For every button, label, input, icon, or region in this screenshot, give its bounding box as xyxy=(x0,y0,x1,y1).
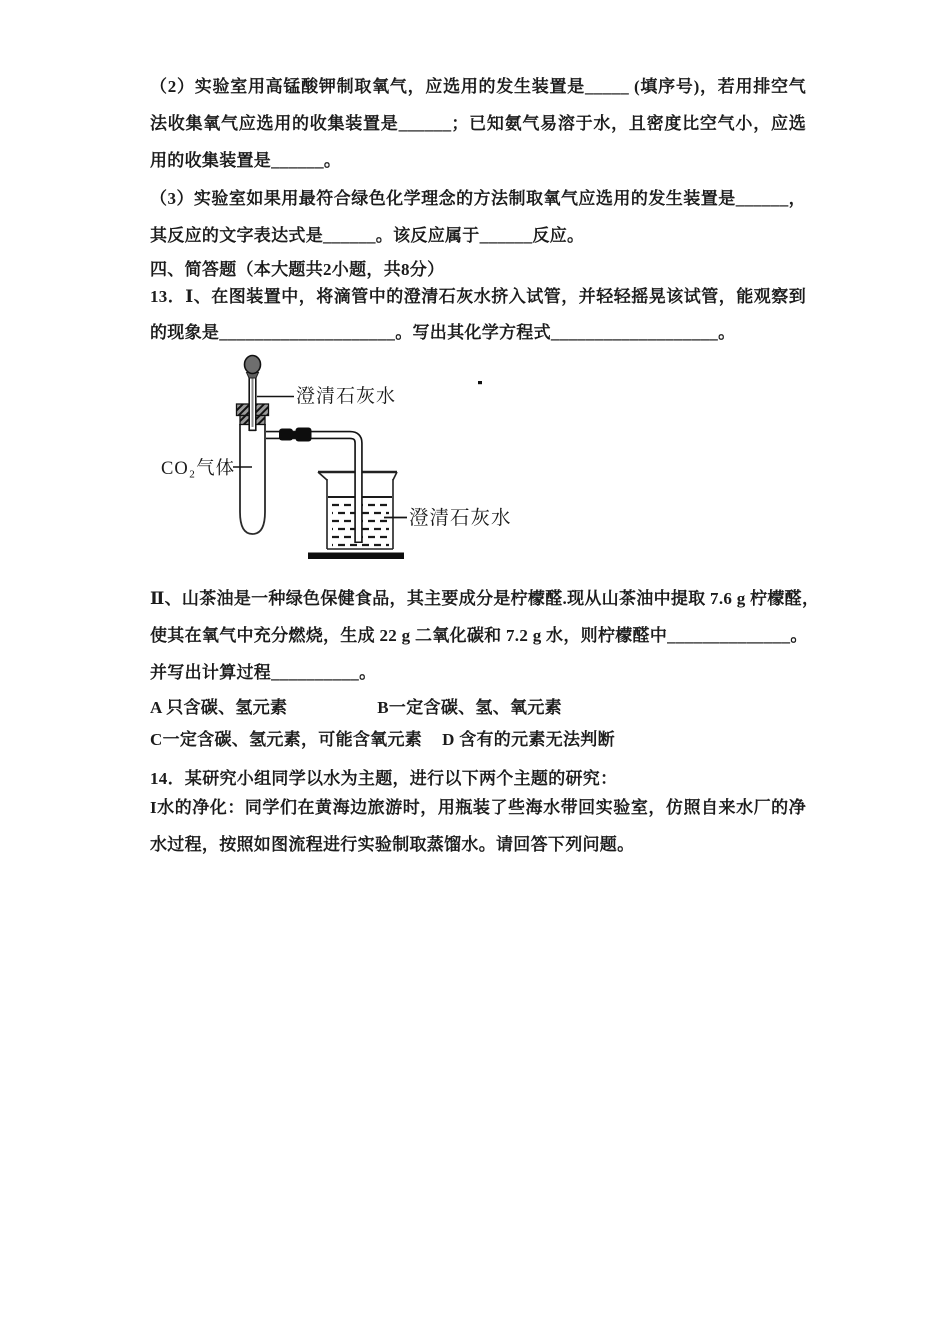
apparatus-diagram xyxy=(150,348,530,565)
question-2-line-1: （2）实验室用高锰酸钾制取氧气，应选用的发生装置是_____ (填序号)，若用排空气 xyxy=(150,77,806,96)
question-13-part2-line-2: 使其在氧气中充分燃烧，生成 22 g 二氧化碳和 7.2 g 水，则柠檬醛中______________。 xyxy=(150,626,808,645)
option-a: A 只含碳、氢元素 xyxy=(150,698,288,717)
pinch-clamp xyxy=(279,428,312,442)
question-13-line-2: 的现象是____________________。写出其化学方程式___________________。 xyxy=(150,323,736,342)
question-14-line-2: I水的净化：同学们在黄海边旅游时，用瓶装了些海水带回实验室，仿照自来水厂的净 xyxy=(150,798,806,817)
option-c: C一定含碳、氢元素，可能含氧元素 xyxy=(150,730,423,749)
test-tube xyxy=(240,424,265,534)
question-14-line-3: 水过程，按照如图流程进行实验制取蒸馏水。请回答下列问题。 xyxy=(150,835,635,854)
stray-dot xyxy=(478,381,482,384)
question-3-line-1: （3）实验室如果用最符合绿色化学理念的方法制取氧气应选用的发生装置是______， xyxy=(150,189,806,208)
beaker-spout xyxy=(318,472,327,480)
dropper-bulb xyxy=(245,356,261,374)
section-4-heading: 四、简答题（本大题共2小题，共8分） xyxy=(150,260,445,279)
option-d: D 含有的元素无法判断 xyxy=(442,730,615,749)
question-2-line-3: 用的收集装置是______。 xyxy=(150,151,342,170)
connecting-tube xyxy=(266,435,359,543)
question-13-part2-line-3: 并写出计算过程__________。 xyxy=(150,663,377,682)
option-b: B一定含碳、氢、氧元素 xyxy=(377,698,562,717)
options-row-ab xyxy=(150,695,806,721)
beaker-flare xyxy=(393,472,397,480)
beaker-base xyxy=(308,553,404,560)
co2-gas-label: CO₂气体 xyxy=(161,459,236,479)
question-13-line-1: 13．Ⅰ、在图装置中，将滴管中的澄清石灰水挤入试管，并轻轻摇晃该试管，能观察到 xyxy=(150,287,806,306)
options-row-cd xyxy=(150,727,806,753)
question-13-part2-line-1: Ⅱ、山茶油是一种绿色保健食品，其主要成分是柠檬醛.现从山茶油中提取 7.6 g 柠檬醛， xyxy=(150,589,820,608)
beaker-limewater-label: 澄清石灰水 xyxy=(409,508,512,529)
question-2-line-2: 法收集氧气应选用的收集装置是______；已知氨气易溶于水，且密度比空气小，应选 xyxy=(150,114,806,133)
question-14-line-1: 14．某研究小组同学以水为主题，进行以下两个主题的研究： xyxy=(150,769,618,788)
question-3-line-2: 其反应的文字表达式是______。该反应属于______反应。 xyxy=(150,226,585,245)
dropper-label: 澄清石灰水 xyxy=(296,386,397,407)
